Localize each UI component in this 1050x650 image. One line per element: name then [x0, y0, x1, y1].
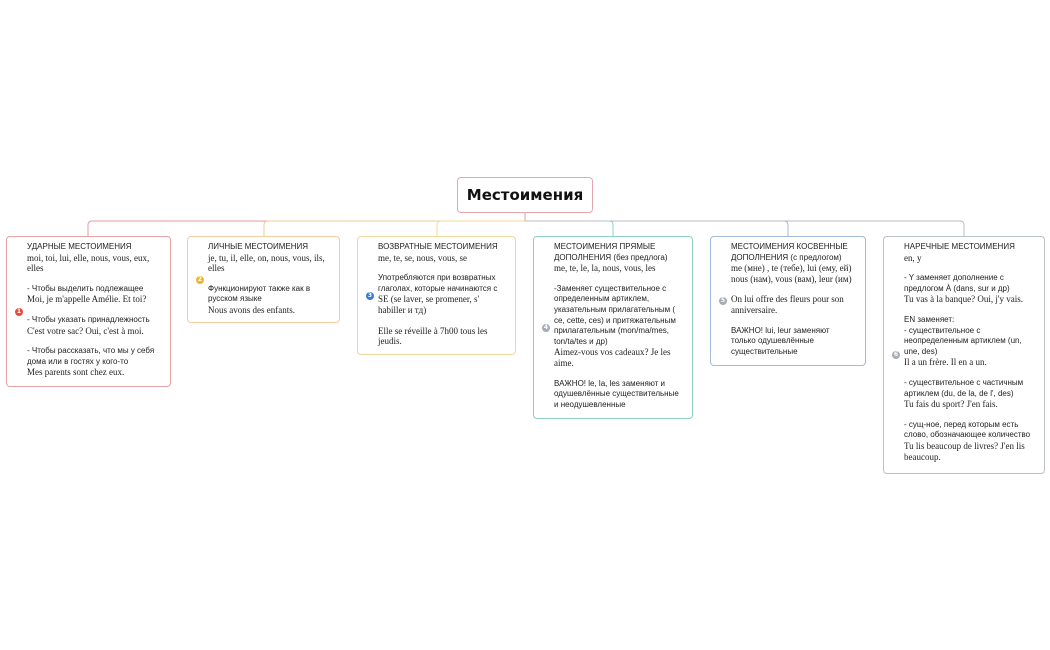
explanation-line: ton/ta/tes и др) — [554, 336, 608, 346]
card-title: МЕСТОИМЕНИЯ КОСВЕННЫЕ — [731, 242, 848, 251]
explanation-line: ДОПОЛНЕНИЯ (с предлогом) — [731, 252, 842, 262]
branch-connector-adverbial — [525, 221, 964, 236]
card-title: МЕСТОИМЕНИЯ ПРЯМЫЕ — [554, 242, 656, 251]
line-gap — [554, 274, 684, 284]
card-title: УДАРНЫЕ МЕСТОИМЕНИЯ — [27, 242, 132, 251]
line-gap — [27, 305, 162, 315]
example-line: Tu lis beaucoup de livres? J'en lis — [904, 440, 1025, 451]
example-line: elles — [27, 263, 44, 274]
card-title: ВОЗВРАТНЫЕ МЕСТОИМЕНИЯ — [378, 242, 498, 251]
card-body — [554, 253, 684, 411]
example-line: moi, toi, lui, elle, nous, vous, eux, — [27, 252, 150, 263]
card-body — [731, 253, 857, 358]
topic-card-direct-object-pronouns[interactable] — [533, 236, 693, 419]
topic-card-reflexive-pronouns[interactable] — [357, 236, 516, 355]
explanation-line: и неодушевленные — [554, 399, 626, 409]
example-line: Il a un frère. Il en a un. — [904, 357, 987, 368]
explanation-line: русском языке — [208, 294, 262, 304]
priority-2-icon: 2 — [197, 276, 203, 283]
line-gap — [904, 305, 1036, 315]
explanation-line: - существительное с частичным — [904, 377, 1024, 387]
topic-card-personal-pronouns[interactable] — [187, 236, 340, 323]
card-body — [378, 253, 507, 347]
branch-connector-personal — [264, 221, 525, 236]
explanation-line: неопределенным артиклем (un, — [904, 336, 1022, 346]
branch-connector-indirect — [525, 221, 788, 236]
card-body — [904, 253, 1036, 463]
line-gap — [27, 336, 162, 346]
priority-3-icon: 3 — [367, 292, 373, 299]
priority-6-icon: 6 — [893, 351, 899, 358]
line-gap — [904, 263, 1036, 273]
explanation-line: предлогом À (dans, sur и др) — [904, 283, 1010, 293]
card-body — [208, 253, 331, 316]
line-gap — [378, 263, 507, 273]
explanation-line: ce, cette, ces) и притяжательным — [554, 315, 676, 325]
priority-4-icon: 4 — [543, 324, 549, 331]
example-line: me, te, le, la, nous, vous, les — [554, 263, 656, 274]
example-line: jeudis. — [378, 336, 402, 347]
example-line: Mes parents sont chez eux. — [27, 367, 125, 378]
line-gap — [208, 274, 331, 284]
explanation-line: глаголах, которые начинаются с — [378, 283, 498, 293]
explanation-line: указательным прилагательным ( — [554, 304, 675, 314]
topic-card-adverbial-pronouns[interactable] — [883, 236, 1045, 474]
card-title: НАРЕЧНЫЕ МЕСТОИМЕНИЯ — [904, 242, 1015, 251]
explanation-line: существительные — [731, 346, 798, 356]
example-line: en, y — [904, 252, 922, 263]
topic-card-stressed-pronouns[interactable] — [6, 236, 171, 387]
example-line: Tu fais du sport? J'en fais. — [904, 399, 998, 410]
explanation-line: ДОПОЛНЕНИЯ (без предлога) — [554, 252, 668, 262]
example-line: Elle se réveille à 7h00 tous les — [378, 325, 488, 336]
line-gap — [731, 284, 857, 294]
explanation-line: артиклем (du, de la, de l', des) — [904, 388, 1014, 398]
example-line: me (мне) , te (тебе), lui (ему, ей) — [731, 263, 852, 274]
explanation-line: одушевлённые существительные — [554, 389, 679, 399]
example-line: habiller и тд) — [378, 304, 427, 315]
line-gap — [904, 410, 1036, 420]
explanation-line: - Чтобы рассказать, что мы у себя — [27, 346, 155, 356]
example-line: anniversaire. — [731, 304, 778, 315]
explanation-line: слово, обозначающее количество — [904, 430, 1031, 440]
example-line: aime. — [554, 357, 574, 368]
line-gap — [554, 369, 684, 379]
example-line: je, tu, il, elle, on, nous, vous, ils, — [208, 252, 325, 263]
example-line: Moi, je m'appelle Amélie. Et toi? — [27, 294, 147, 305]
example-line: SE (se laver, se promener, s' — [378, 294, 480, 305]
explanation-line: только одушевлённые — [731, 336, 814, 346]
line-gap — [27, 274, 162, 284]
explanation-line: une, des) — [904, 346, 938, 356]
explanation-line: определенным артиклем, — [554, 294, 650, 304]
example-line: beaucoup. — [904, 451, 941, 462]
explanation-line: -Заменяет существительное с — [554, 283, 667, 293]
example-line: Aimez-vous vos cadeaux? Je les — [554, 347, 671, 358]
branch-connector-direct — [525, 221, 613, 236]
line-gap — [904, 368, 1036, 378]
example-line: elles — [208, 263, 225, 274]
example-line: C'est votre sac? Oui, c'est à moi. — [27, 325, 144, 336]
explanation-line: - существительное с — [904, 325, 981, 335]
explanation-line: - Чтобы выделить подлежащее — [27, 283, 144, 293]
example-line: Nous avons des enfants. — [208, 304, 295, 315]
explanation-line: ВАЖНО! lui, leur заменяют — [731, 325, 830, 335]
explanation-line: - Чтобы указать принадлежность — [27, 314, 150, 324]
example-line: Tu vas à la banque? Oui, j'y vais. — [904, 294, 1024, 305]
explanation-line: ВАЖНО! le, la, les заменяют и — [554, 378, 666, 388]
example-line: On lui offre des fleurs pour son — [731, 294, 844, 305]
explanation-line: прилагательным (mon/ma/mes, — [554, 326, 669, 336]
explanation-line: EN заменяет: — [904, 314, 955, 324]
root-topic[interactable] — [457, 177, 593, 213]
explanation-line: - сущ-ное, перед которым есть — [904, 419, 1019, 429]
branch-connector-stressed — [88, 221, 525, 236]
explanation-line: Функционируют также как в — [208, 283, 311, 293]
root-topic-label: Местоимения — [466, 186, 584, 204]
example-line: me, te, se, nous, vous, se — [378, 252, 467, 263]
explanation-line: дома или в гостях у кого-то — [27, 356, 129, 366]
line-gap — [378, 316, 507, 326]
line-gap — [731, 316, 857, 326]
priority-1-icon: 1 — [16, 308, 22, 315]
card-body — [27, 253, 162, 378]
branch-connector-reflexive — [437, 221, 525, 236]
topic-card-indirect-object-pronouns[interactable] — [710, 236, 866, 366]
priority-5-icon: 5 — [720, 297, 726, 304]
example-line: nous (нам), vous (вам), leur (им) — [731, 273, 852, 284]
card-title: ЛИЧНЫЕ МЕСТОИМЕНИЯ — [208, 242, 309, 251]
explanation-line: Употребляются при возвратных — [378, 273, 496, 283]
explanation-line: - Y заменяет дополнение с — [904, 273, 1004, 283]
